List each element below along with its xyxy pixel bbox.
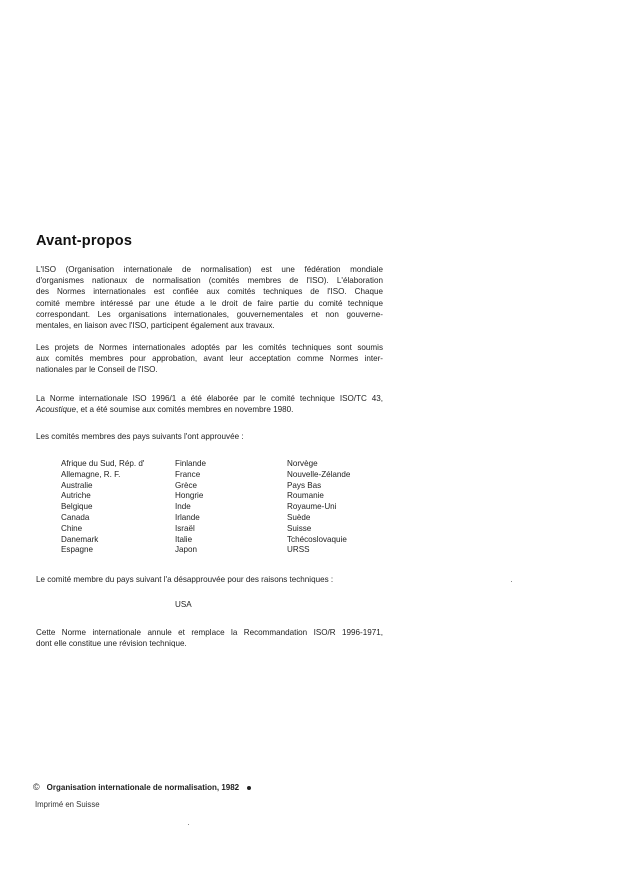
text-line [36,404,383,415]
country-name: Nouvelle-Zélande [287,469,351,479]
text-line: Le comité membre du pays suivant l'a désapprouvée pour des raisons techniques : [36,575,334,584]
text-line: nationales par le Conseil de l'ISO. [36,365,158,375]
bullet-dot-icon [247,786,251,790]
country-name: Norvège [287,459,318,468]
country-name: URSS [287,545,310,555]
countries-column-3 [287,459,350,556]
country-name: Royaume-Uni [287,502,337,512]
text-line: Les projets de Normes internationales adoptés par les comités techniques sont soumis [36,343,383,352]
text-line: Les comités membres des pays suivants l'ont approuvée : [36,432,244,441]
country-name: Canada [61,512,90,522]
text-line: Cette Norme internationale annule et remplace la Recommandation ISO/R 1996-1971, [36,628,383,637]
text-line: L'ISO (Organisation internationale de normalisation) est une fédération mondiale [36,265,383,274]
text-line: d'organismes nationaux de normalisation (comités membres de l'ISO). L'élaboration [36,276,383,286]
copyright-notice [33,782,251,792]
paragraph-replacement [36,627,383,649]
country-name: Suisse [287,523,312,533]
countries-column-1 [61,459,144,556]
page-title: Avant-propos [36,233,133,249]
country-name: Afrique du Sud, Rép. d' [61,459,145,468]
text-line: aux comités membres pour approbation, avant leur acceptation comme Normes inter- [36,354,383,364]
country-name: Belgique [61,502,93,512]
country-name: Chine [61,523,83,533]
disapproving-country: USA [175,600,192,609]
country-name: Danemark [61,534,99,544]
text-line: des Normes internationales est confiée aux comités techniques de l'ISO. Chaque [36,287,383,297]
country-name: Tchécoslovaquie [287,534,347,544]
paragraph-approval-intro [36,431,383,442]
country-name: Italie [175,534,193,544]
country-name: Espagne [61,545,93,555]
text-line: mentales, en liaison avec l'ISO, participent également aux travaux. [36,321,275,331]
committee-title: Acoustique [36,405,77,415]
printed-in: Imprimé en Suisse [35,800,100,809]
paragraph-adoption [36,342,383,376]
country-name: Roumanie [287,491,324,501]
copyright-organisation: Organisation internationale de normalisation, 1982 [46,783,240,792]
country-name: Pays Bas [287,480,322,490]
paragraph-iso-intro [36,264,383,331]
country-name: Australie [61,480,93,490]
country-name: France [175,469,201,479]
text-line: La Norme internationale ISO 1996/1 a été élaborée par le comité technique ISO/TC 43, [36,394,383,403]
country-name: Hongrie [175,491,204,501]
paragraph-disapproval [36,574,383,585]
country-name: Finlande [175,459,207,468]
countries-column-2 [175,459,206,556]
country-name: Autriche [61,491,91,501]
copyright-symbol: © [33,782,40,792]
paragraph-elaboration [36,393,383,415]
country-name: Israël [175,523,195,533]
country-name: Inde [175,502,191,512]
country-name: Japon [175,545,198,555]
country-name: Allemagne, R. F. [61,469,121,479]
country-name: Irlande [175,512,200,522]
text-line: correspondant. Les organisations internationales, gouvernementales et non gouverne- [36,309,383,319]
scan-speck [188,824,189,825]
text-line: comité membre intéressé par une étude a le droit de faire partie du comité technique [36,298,383,308]
scan-speck [511,581,512,582]
country-name: Suède [287,512,311,522]
text-line: dont elle constitue une révision technique. [36,639,187,649]
text-fragment: , et a été soumise aux comités membres en novembre 1980. [76,405,294,415]
country-name: Grèce [175,480,198,490]
